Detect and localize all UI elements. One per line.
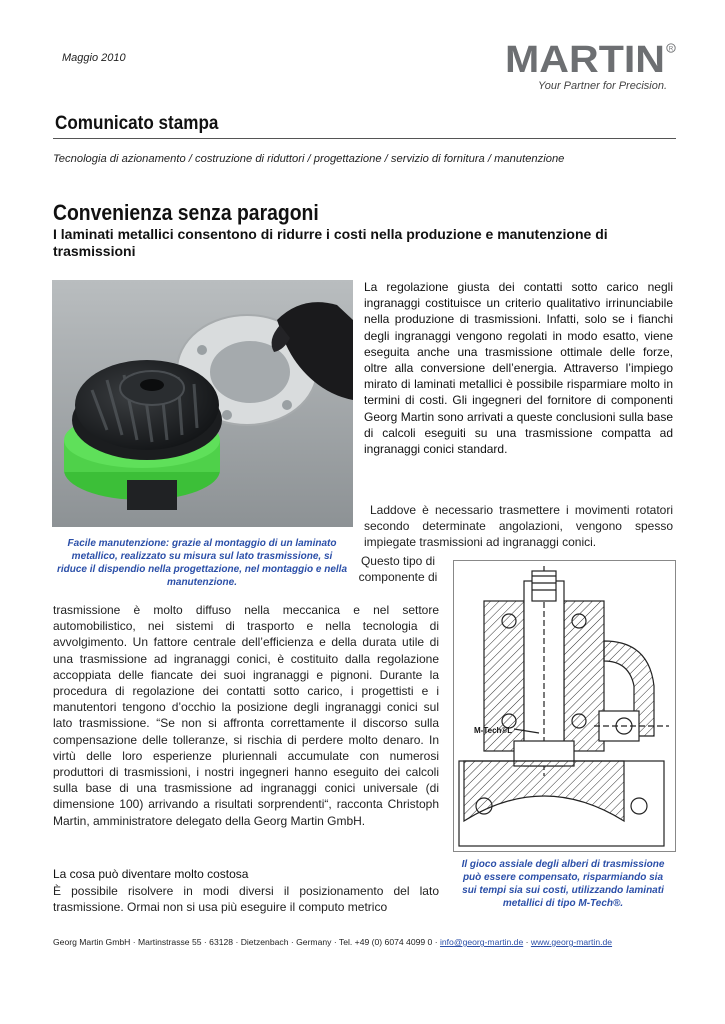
footer-address: Georg Martin GmbH · Martinstrasse 55 · 63128 · Dietzenbach · Germany · Tel. +49 (0) 6074 4099 0 · [53, 937, 440, 947]
article-headline: Convenienza senza paragoni [53, 200, 319, 225]
svg-text:R: R [668, 46, 674, 53]
paragraph-4: È possibile risolvere in modi diversi il posizionamento del lato trasmissione. Ormai non si usa più eseguire il computo metrico [53, 884, 439, 915]
paragraph-2: Laddove è necessario trasmettere i movimenti rotatori secondo determinate angolazioni, vengono spesso impiegate trasmissioni ad ingranaggi conici. [364, 503, 673, 550]
footer-website-link[interactable]: www.georg-martin.de [530, 937, 613, 947]
header-divider [53, 138, 676, 139]
footer [53, 937, 612, 947]
intro-paragraph: La regolazione giusta dei contatti sotto carico negli ingranaggi costituisce un criterio qualitativo irrinunciabile nella produzione di trasmissioni. Infatti, solo se i fianchi degli ingranaggi vengono regolati in modo esatto, viene eseguita anche una trasmissione ottimale delle forze, oltre alla conversione dell’energia. Attraverso l’impiego mirato di laminati metallici è possibile risparmiare molto in termini di costi. Gli ingegneri del fornitore di componenti Georg Martin sono arrivati a queste conclusioni sulla base di calcoli eseguiti su una trasmissione compatta ad ingranaggi conici standard. [364, 280, 673, 457]
svg-text:MARTIN: MARTIN [505, 42, 665, 76]
paragraph-2-continued: Questo tipo di componente di [358, 554, 438, 584]
technical-drawing [453, 560, 676, 852]
footer-email-link[interactable]: info@georg-martin.de [439, 937, 524, 947]
section-title: Comunicato stampa [55, 113, 219, 134]
section-subheading: La cosa può diventare molto costosa [53, 867, 249, 881]
gear-photo [52, 280, 353, 527]
photo-caption: Facile manutenzione: grazie al montaggio di un laminato metallico, realizzato su misura sul lato trasmissione, si riduce il dispendio nella progettazione, nel montaggio e nella manutenzione. [56, 538, 348, 588]
svg-text:M-Tech®L: M-Tech®L [474, 726, 513, 735]
martin-logo [505, 42, 677, 76]
paragraph-3: trasmissione è molto diffuso nella meccanica e nel settore automobilistico, nei sistemi di trasporto e nella tecnologia di avvolgimento. Un fattore centrale dell’efficienza e della durata utile di una trasmissione ad ingranaggi conici, è costituito dalla regolazione accoppiata delle fiancate dei suoi ingranaggi e pignoni. Durante la procedura di regolazione dei contatti sotto carico, i progettisti e i manutentori tengono d’occhio la posizione degli ingranaggi conici sul lato trasmissione. “Se non si affronta correttamente il discorso sulla compensazione delle tolleranze, si rischia di perdere molto denaro. In virtù delle loro esperienze pluriennali accumulate con numerosi produttori di trasmissioni, i nostri ingegneri hanno eseguito dei calcoli sulla base di una trasmissione ad ingranaggi conici universale (di dimensione 100) arrivando a risultati sorprendenti“, racconta Christoph Martin, amministratore delegato della Georg Martin GmbH. [53, 603, 439, 828]
press-date: Maggio 2010 [62, 52, 126, 64]
logo-tagline: Your Partner for Precision. [538, 80, 668, 92]
footer-separator: · [523, 937, 531, 947]
article-subheadline: I laminati metallici consentono di ridurre i costi nella produzione e manutenzione di trasmissioni [53, 226, 608, 259]
drawing-caption: Il gioco assiale degli alberi di trasmissione può essere compensato, risparmiando sia sui tempi sia sui costi, utilizzando laminati metallici di tipo M-Tech®. [461, 859, 665, 909]
topic-list: Tecnologia di azionamento / costruzione di riduttori / progettazione / servizio di fornitura / manutenzione [53, 153, 565, 165]
